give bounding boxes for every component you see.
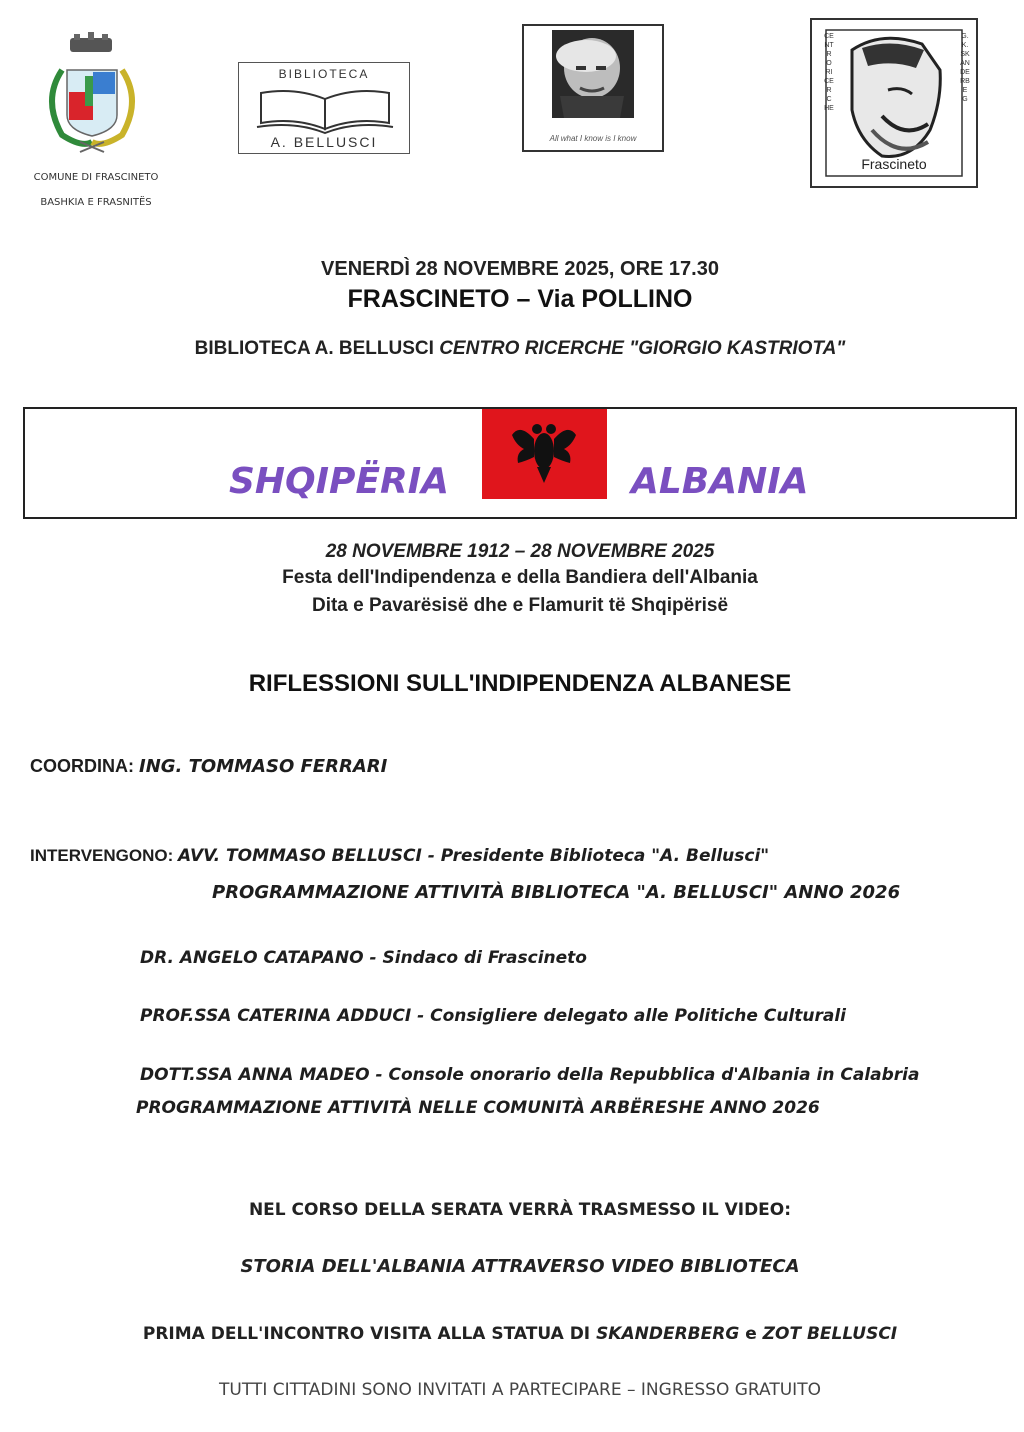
speaker-4-topic: PROGRAMMAZIONE ATTIVITÀ NELLE COMUNITÀ ARBËRESHE ANNO 2026 — [136, 1098, 820, 1118]
coordina-label: COORDINA: — [30, 756, 139, 776]
banner-word-shqiperia: SHQIPËRIA — [229, 461, 450, 502]
centro-side-text-right: G. K. SKANDERBEG — [960, 33, 970, 103]
festa-italian: Festa dell'Indipendenza e della Bandiera dell'Albania — [282, 567, 758, 588]
open-book-icon — [255, 83, 395, 135]
biblioteca-logo-bottom-text: A. BELLUSCI — [270, 134, 378, 150]
event-library — [0, 338, 1024, 360]
intervengono-label: INTERVENGONO: — [30, 846, 178, 865]
coordinator-line — [30, 756, 387, 777]
speaker-1-topic: PROGRAMMAZIONE ATTIVITÀ BIBLIOTECA "A. BELLUSCI" ANNO 2026 — [212, 882, 901, 903]
anniversary-dates: 28 NOVEMBRE 1912 – 28 NOVEMBRE 2025 — [325, 541, 715, 562]
visit-text: PRIMA DELL'INCONTRO VISITA ALLA STATUA DI — [142, 1324, 597, 1344]
video-title: STORIA DELL'ALBANIA ATTRAVERSO VIDEO BIBLIOTECA — [240, 1256, 800, 1277]
comune-caption-it: COMUNE DI FRASCINETO — [33, 172, 159, 183]
portrait-caption: All what I know is I know — [549, 134, 637, 143]
visit-zot-bellusci: ZOT BELLUSCI — [762, 1324, 898, 1344]
centro-side-text-left: CENTRO RICERCHE — [824, 33, 834, 112]
biblioteca-logo-top-text: BIBLIOTECA — [278, 67, 370, 81]
video-intro: NEL CORSO DELLA SERATA VERRÀ TRASMESSO IL VIDEO: — [248, 1200, 792, 1220]
research-center-name: CENTRO RICERCHE "GIORGIO KASTRIOTA" — [439, 338, 846, 359]
event-venue: FRASCINETO – Via POLLINO — [347, 285, 693, 313]
event-date-time: VENERDÌ 28 NOVEMBRE 2025, ORE 17.30 — [321, 258, 719, 280]
albanian-flag — [482, 409, 607, 499]
banner-word-albania: ALBANIA — [631, 461, 809, 502]
statue-visit — [0, 1324, 1024, 1344]
portrait-photo — [522, 24, 664, 152]
visit-and: e — [739, 1324, 763, 1344]
speaker-4: DOTT.SSA ANNA MADEO - Console onorario della Repubblica d'Albania in Calabria — [140, 1065, 920, 1085]
festa-albanian: Dita e Pavarësisë dhe e Flamurit të Shqipërisë — [311, 595, 729, 616]
speaker-2: DR. ANGELO CATAPANO - Sindaco di Frascineto — [140, 948, 587, 968]
biblioteca-logo — [238, 62, 410, 154]
coordinator-name: ING. TOMMASO FERRARI — [139, 756, 388, 777]
library-name: BIBLIOTECA A. BELLUSCI — [194, 338, 440, 359]
visit-skanderberg: SKANDERBERG — [596, 1324, 740, 1344]
double-headed-eagle-icon — [482, 409, 607, 499]
invitation-line: TUTTI CITTADINI SONO INVITATI A PARTECIPARE – INGRESSO GRATUITO — [219, 1380, 821, 1400]
centro-ricerche-logo — [810, 18, 978, 188]
centro-bottom-text: Frascineto — [861, 156, 927, 172]
speaker-1-line — [30, 846, 769, 866]
comune-coat-of-arms-logo — [22, 30, 182, 220]
event-theme: RIFLESSIONI SULL'INDIPENDENZA ALBANESE — [248, 670, 792, 697]
speaker-3: PROF.SSA CATERINA ADDUCI - Consigliere delegato alle Politiche Culturali — [140, 1006, 846, 1026]
speaker-1: AVV. TOMMASO BELLUSCI - Presidente Biblioteca "A. Bellusci" — [177, 846, 770, 866]
flag-banner — [23, 407, 1017, 519]
comune-caption-al: BASHKIA E FRASNITËS — [40, 197, 152, 208]
